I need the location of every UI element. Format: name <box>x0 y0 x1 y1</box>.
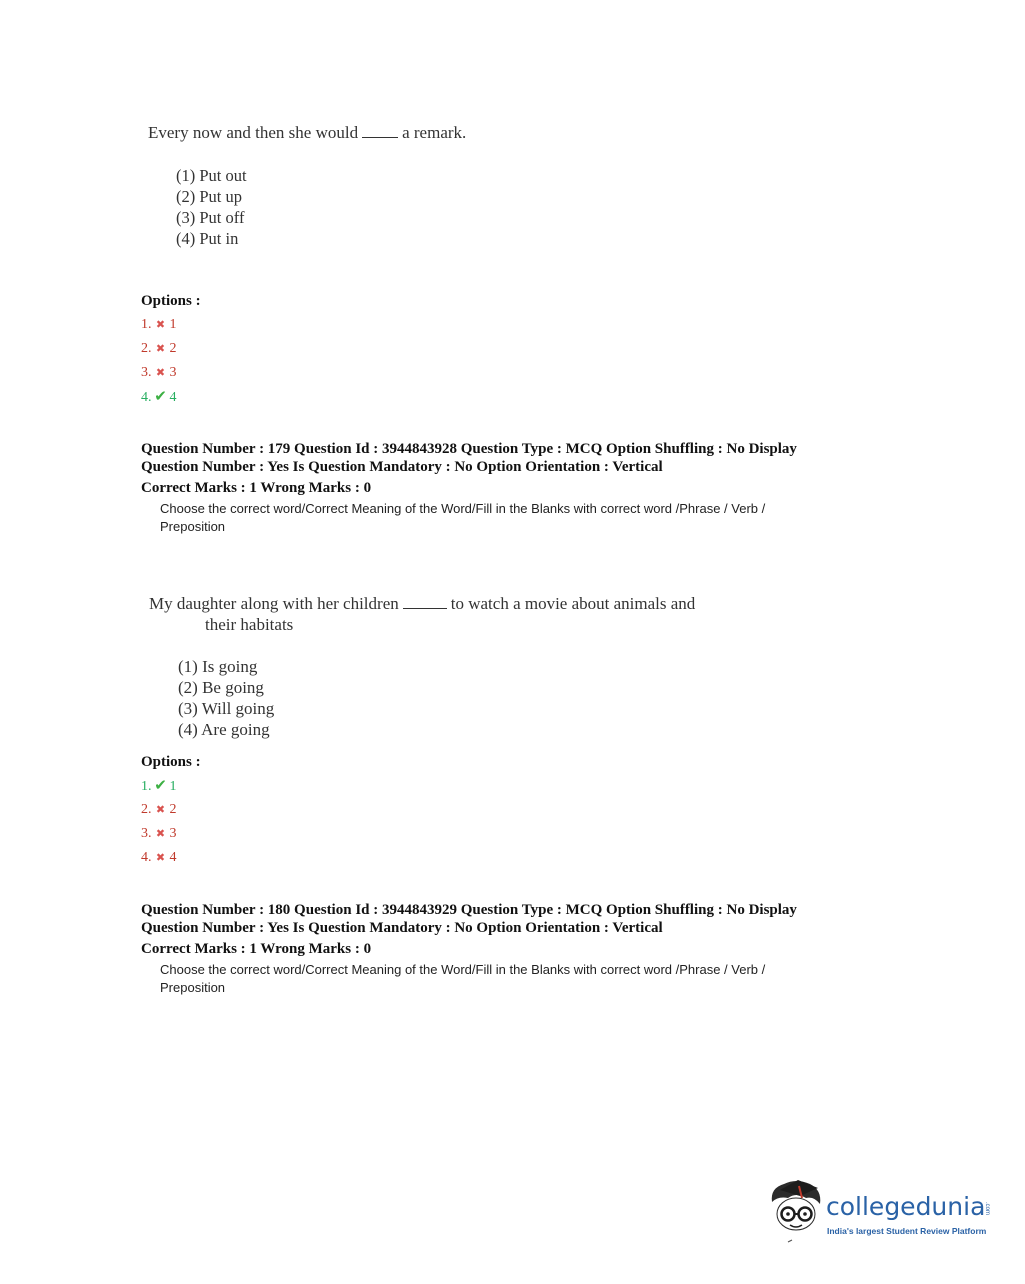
q179-instruction <box>160 500 765 536</box>
q1-answer-2 <box>141 337 177 361</box>
q1-answer-list <box>141 313 177 409</box>
q1-answer-3 <box>141 361 177 385</box>
answer-label: 1 <box>169 317 177 332</box>
q179-answer-4 <box>141 846 177 870</box>
logo-tagline: India's largest Student Review Platform <box>827 1226 987 1236</box>
q179-answer-2 <box>141 798 177 822</box>
answer-label: 4 <box>169 390 177 405</box>
q180-instruction-line1: Choose the correct word/Correct Meaning of the Word/Fill in the Blanks with correct word /Phrase / Verb / <box>160 962 766 977</box>
q179-stem-after: to watch a movie about animals and <box>450 594 696 613</box>
checkmark-icon: ✔ <box>154 778 167 794</box>
logo-name: collegedunia <box>826 1192 986 1221</box>
q1-answer-4 <box>141 385 177 409</box>
checkmark-icon: ✔ <box>154 389 167 405</box>
q179-stem-before: My daughter along with her children <box>149 594 399 613</box>
logo-com: .com <box>984 1202 990 1216</box>
q179-meta <box>141 440 797 476</box>
q1-options-heading: Options : <box>141 293 201 309</box>
q179-choice-4: (4) Are going <box>178 720 270 739</box>
q179-instruction-line1: Choose the correct word/Correct Meaning of the Word/Fill in the Blanks with correct word /Phrase / Verb / <box>160 501 766 516</box>
answer-number: 4. <box>141 390 152 405</box>
answer-label: 3 <box>169 365 177 380</box>
answer-number: 3. <box>141 365 152 380</box>
answer-number: 1. <box>141 779 152 794</box>
q180-meta-line1: Question Number : 180 Question Id : 3944843929 Question Type : MCQ Option Shuffling : No Display <box>141 902 797 918</box>
q1-answer-1 <box>141 313 177 337</box>
q179-meta-line1: Question Number : 179 Question Id : 3944843928 Question Type : MCQ Option Shuffling : No Display <box>141 441 797 457</box>
answer-number: 4. <box>141 850 152 865</box>
q180-meta <box>141 901 797 937</box>
q1-choice-3: (3) Put off <box>176 208 245 227</box>
cross-icon: ✖ <box>155 367 166 379</box>
answer-label: 3 <box>169 826 177 841</box>
q180-marks: Correct Marks : 1 Wrong Marks : 0 <box>141 941 372 957</box>
q179-choice-2: (2) Be going <box>178 678 264 697</box>
q179-marks: Correct Marks : 1 Wrong Marks : 0 <box>141 480 372 496</box>
answer-label: 1 <box>169 779 177 794</box>
q179-stem <box>149 594 695 614</box>
q1-stem-before: Every now and then she would <box>148 123 359 142</box>
cross-icon: ✖ <box>155 852 166 864</box>
q180-instruction-line2: Preposition <box>160 980 226 995</box>
q1-stem-after: a remark. <box>402 123 467 142</box>
q179-answer-list <box>141 774 177 870</box>
answer-number: 3. <box>141 826 152 841</box>
q179-answer-1 <box>141 774 177 798</box>
q1-blank <box>362 125 398 138</box>
q179-options-heading: Options : <box>141 754 201 770</box>
q1-choice-4: (4) Put in <box>176 229 239 248</box>
q179-instruction-line2: Preposition <box>160 519 226 534</box>
q1-choice-2: (2) Put up <box>176 187 242 206</box>
q179-choice-1: (1) Is going <box>178 657 258 676</box>
q180-meta-line2: Question Number : Yes Is Question Mandatory : No Option Orientation : Vertical <box>141 920 663 936</box>
collegedunia-logo <box>766 1176 996 1248</box>
answer-number: 2. <box>141 341 152 356</box>
q180-instruction <box>160 961 765 997</box>
q179-blank <box>403 596 447 609</box>
q179-choices <box>178 656 274 740</box>
cross-icon: ✖ <box>155 804 166 816</box>
answer-label: 4 <box>169 850 177 865</box>
mascot-icon <box>766 1176 828 1248</box>
q179-answer-3 <box>141 822 177 846</box>
cross-icon: ✖ <box>155 319 166 331</box>
q179-choice-3: (3) Will going <box>178 699 275 718</box>
answer-number: 1. <box>141 317 152 332</box>
answer-number: 2. <box>141 802 152 817</box>
answer-label: 2 <box>169 341 177 356</box>
q179-stem-line2: their habitats <box>205 615 294 634</box>
cross-icon: ✖ <box>155 343 166 355</box>
q1-choices <box>176 165 247 249</box>
q179-meta-line2: Question Number : Yes Is Question Mandatory : No Option Orientation : Vertical <box>141 459 663 475</box>
answer-label: 2 <box>169 802 177 817</box>
cross-icon: ✖ <box>155 828 166 840</box>
q1-stem <box>148 123 466 143</box>
q1-choice-1: (1) Put out <box>176 166 247 185</box>
